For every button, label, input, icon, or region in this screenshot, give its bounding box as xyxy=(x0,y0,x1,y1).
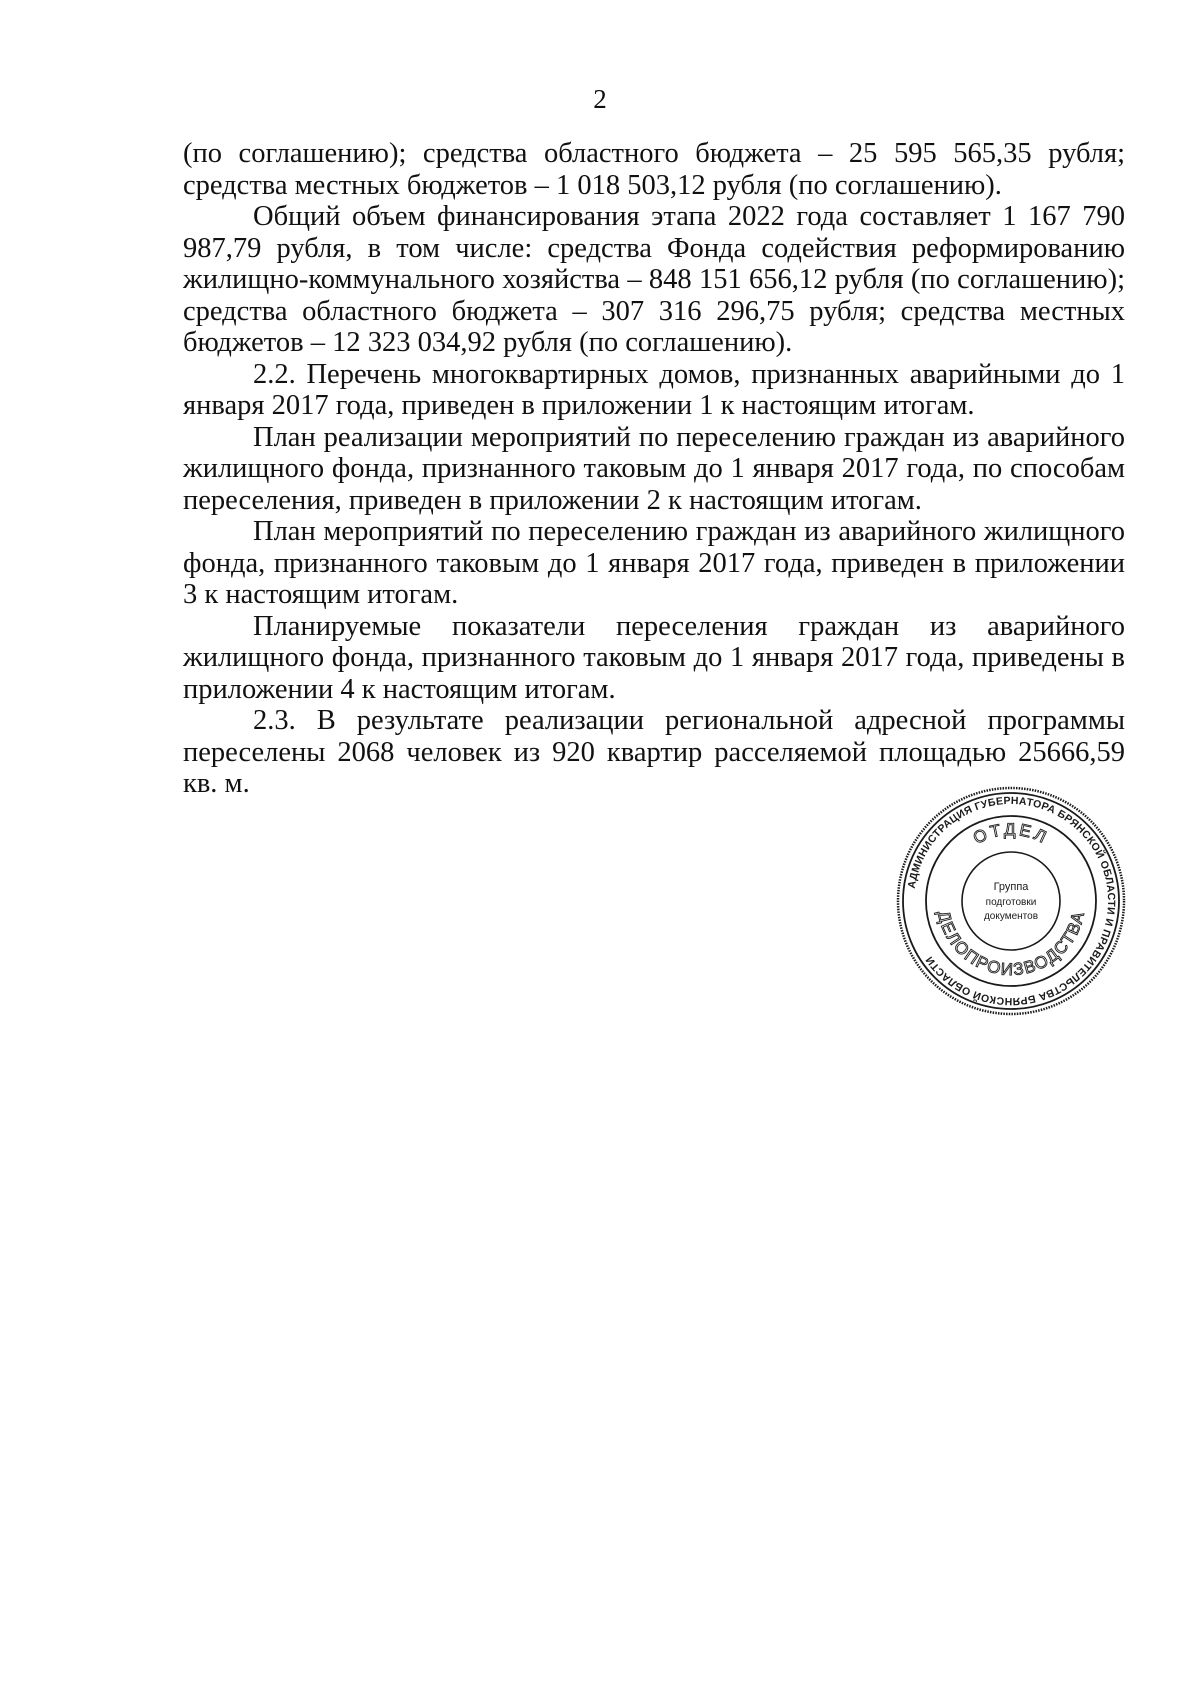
svg-text:ОТДЕЛ xyxy=(970,820,1051,848)
paragraph: Планируемые показатели переселения граждан из аварийного жилищного фонда, признанного таковым до 1 января 2017 года, приведены в приложении 4 к настоящим итогам. xyxy=(183,610,1125,705)
official-stamp xyxy=(895,785,1127,1017)
stamp-center-line3: документов xyxy=(983,911,1039,922)
paragraph: План реализации мероприятий по переселению граждан из аварийного жилищного фонда, признанного таковым до 1 января 2017 года, по способам переселения, приведен в приложении 2 к настоящим итогам. xyxy=(183,421,1125,516)
stamp-inner-bottom-text: ДЕЛОПРОИЗВОДСТВА xyxy=(933,908,1089,980)
stamp-graphic xyxy=(895,785,1127,1017)
page-number: 2 xyxy=(593,84,607,114)
stamp-center-line1: Группа xyxy=(993,881,1029,893)
paragraph: Общий объем финансирования этапа 2022 года составляет 1 167 790 987,79 рубля, в том числе: средства Фонда содействия реформированию жилищно-коммунального хозяйства – 848 151 656,12 рубля (по соглашению); средства областного бюджета – 307 316 296,75 рубля; средства местных бюджетов – 12 323 034,92 рубля (по соглашению). xyxy=(183,201,1125,358)
document-body xyxy=(183,138,1125,800)
paragraph: 2.2. Перечень многоквартирных домов, признанных аварийными до 1 января 2017 года, приведен в приложении 1 к настоящим итогам. xyxy=(183,358,1125,421)
stamp-center-line2: подготовки xyxy=(985,897,1037,908)
paragraph: (по соглашению); средства областного бюджета – 25 595 565,35 рубля; средства местных бюджетов – 1 018 503,12 рубля (по соглашению). xyxy=(183,138,1125,201)
stamp-inner-top-text: ОТДЕЛ xyxy=(970,819,1052,848)
paragraph: План мероприятий по переселению граждан из аварийного жилищного фонда, признанного таковым до 1 января 2017 года, приведен в приложении 3 к настоящим итогам. xyxy=(183,516,1125,610)
paragraph: 2.3. В результате реализации региональной адресной программы переселены 2068 человек из 920 квартир расселяемой площадью 25666,59 кв. м. xyxy=(183,705,1125,799)
stamp-outer-ring-text: АДМИНИСТРАЦИЯ ГУБЕРНАТОРА БРЯНСКОЙ ОБЛАСТИ И ПРАВИТЕЛЬСТВА БРЯНСКОЙ ОБЛАСТИ xyxy=(905,794,1118,1008)
